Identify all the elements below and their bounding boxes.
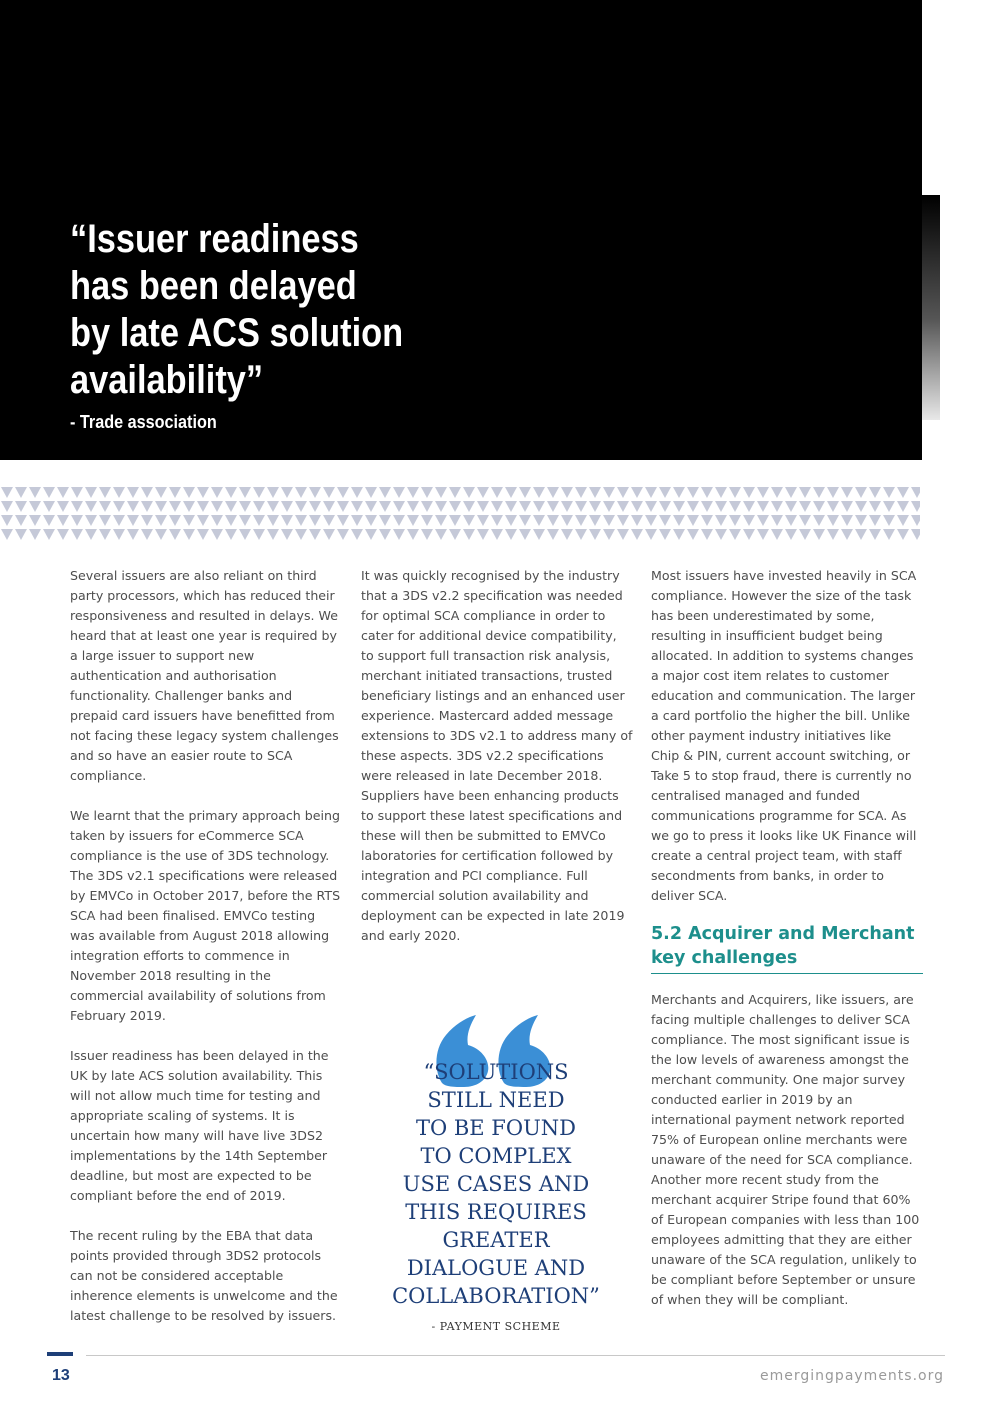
pull-quote-line: COLLABORATION” — [392, 1284, 600, 1308]
paragraph: Several issuers are also reliant on third party processors, which has reduced their responsiveness and resulted in delays. We heard that at least one year is required by a large issuer to support new authentication and authorisation functionality. Challenger banks and prepaid card issuers have benefitted from not facing these legacy system challenges and so have an easier route to SCA compliance. — [70, 568, 339, 783]
paragraph: It was quickly recognised by the industry that a 3DS v2.2 specification was needed for optimal SCA compliance in order to cater for additional device compatibility, to support full transaction risk analysis, merchant initiated transactions, trusted beneficiary listings and an enhanced user experience. Mastercard added message extensions to 3DS v2.1 to address many of these aspects. 3DS v2.2 specifications were released in late December 2018. Suppliers have been enhancing products to support these latest specifications and these will then be submitted to EMVCo laboratories for certification followed by integration and PCI compliance. Full commercial solution availability and deployment can be expected in late 2019 and early 2020. — [361, 568, 633, 943]
pull-quote-line: TO COMPLEX — [420, 1144, 572, 1168]
triangle-pattern — [0, 486, 920, 542]
pull-quote-line: THIS REQUIRES — [405, 1200, 587, 1224]
paragraph: Most issuers have invested heavily in SCA compliance. However the size of the task has been underestimated by some, resulting in insufficient budget being allocated. In addition to systems changes a major cost item relates to customer education and communication. The larger a card portfolio the higher the bill. Unlike other payment industry initiatives like Chip & PIN, current account switching, or Take 5 to stop fraud, there is currently no centralised managed and funded communications programme for SCA. As we go to press it looks like UK Finance will create a central project team, with staff secondments from banks, in order to deliver SCA. — [651, 568, 917, 903]
paragraph: We learnt that the primary approach being taken by issuers for eCommerce SCA compliance is the use of 3DS technology. The 3DS v2.1 specifications were released by EMVCo in October 2017, before the RTS SCA had been finalised. EMVCo testing was available from August 2018 allowing integration efforts to commence in November 2018 resulting in the commercial availability of solutions from February 2019. — [70, 808, 341, 1023]
pull-quote-attribution: - PAYMENT SCHEME — [431, 1320, 561, 1333]
spacer — [651, 974, 923, 990]
hero-quote-line: availability” — [70, 358, 264, 402]
footer-divider — [86, 1355, 945, 1356]
pull-quote-line: STILL NEED — [427, 1088, 565, 1112]
pull-quote-line: DIALOGUE AND — [406, 1256, 586, 1280]
page-number: 13 — [52, 1367, 70, 1384]
pull-quote — [372, 1058, 620, 1310]
column-right — [651, 566, 923, 1330]
paragraph: Merchants and Acquirers, like issuers, are facing multiple challenges to deliver SCA compliance. The most significant issue is the low levels of awareness amongst the merchant community. One major survey conducted earlier in 2019 by an international payment network reported 75% of European online merchants were unaware of the need for SCA compliance. Another more recent study from the merchant acquirer Stripe found that 60% of European companies with less than 100 employees admitting that they are either unaware of the SCA regulation, unlikely to be compliant before September or unsure of when they will be compliant. — [651, 992, 920, 1307]
column-middle — [361, 566, 633, 966]
section-heading: 5.2 Acquirer and Merchant key challenges — [651, 920, 923, 974]
hero-quote — [70, 216, 466, 404]
footer-accent — [47, 1352, 73, 1356]
hero-edge-shading — [922, 195, 940, 420]
hero-quote-line: “Issuer readiness — [70, 217, 359, 261]
hero-attribution: - Trade association — [70, 412, 217, 432]
paragraph: Issuer readiness has been delayed in the UK by late ACS solution availability. This will not allow much time for testing and appropriate scaling of systems. It is uncertain how many will have live 3DS2 implementations by the 14th September deadline, but most are expected to be compliant before the end of 2019. — [70, 1048, 329, 1203]
pull-quote-line: TO BE FOUND — [415, 1116, 577, 1140]
pull-quote-line: USE CASES AND — [402, 1172, 590, 1196]
paragraph: The recent ruling by the EBA that data points provided through 3DS2 protocols can not be considered acceptable inherence elements is unwelcome and the latest challenge to be resolved by issuers. — [70, 1228, 338, 1323]
pull-quote-line: “SOLUTIONS — [423, 1060, 569, 1084]
site-url[interactable]: emergingpayments.org — [760, 1368, 944, 1384]
column-left — [70, 566, 342, 1346]
hero-quote-line: has been delayed — [70, 264, 357, 308]
hero-quote-line: by late ACS solution — [70, 311, 404, 355]
pull-quote-line: GREATER — [442, 1228, 550, 1252]
